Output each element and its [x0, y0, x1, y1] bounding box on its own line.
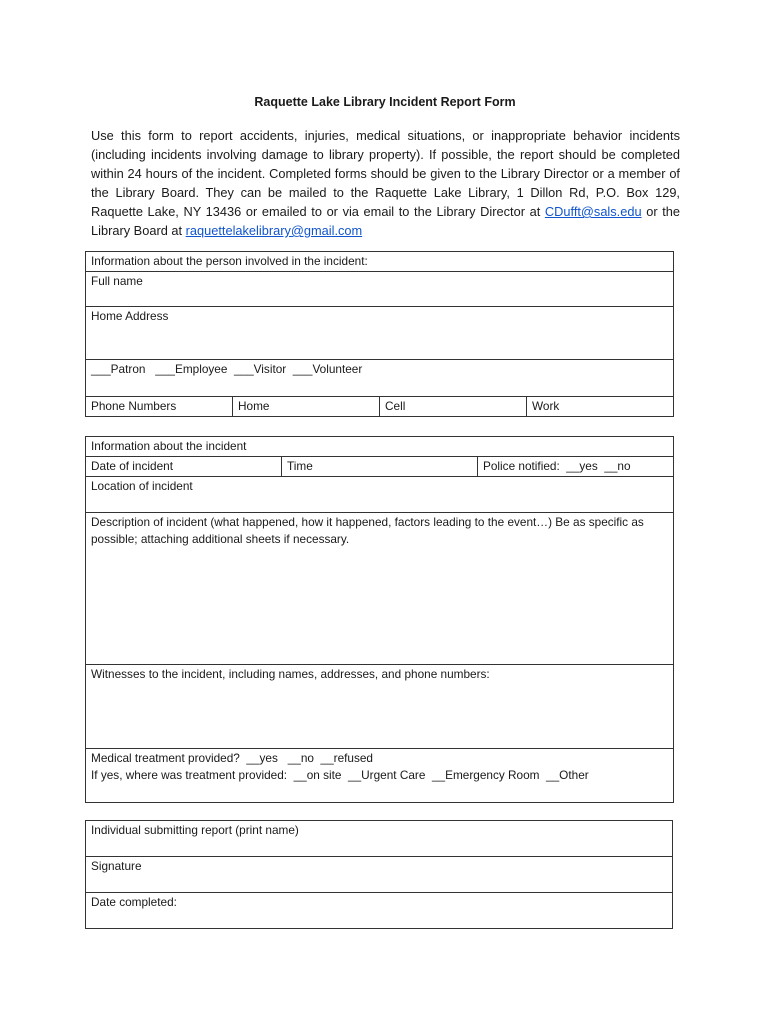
date-of-incident-field[interactable]: Date of incident [86, 457, 282, 477]
description-field[interactable]: Description of incident (what happened, how it happened, factors leading to the event…) Be as specific as possible; attaching additional sheets if necessary. [86, 513, 674, 665]
medical-treatment-line-1: Medical treatment provided? __yes __no __refused [91, 751, 373, 765]
incident-section-header: Information about the incident [86, 437, 674, 457]
intro-paragraph [91, 126, 680, 240]
intro-text: Use this form to report accidents, injuries, medical situations, or inappropriate behavior incidents (including incidents involving damage to library property). If possible, the report should be completed within 24 hours of the incident. Completed forms should be given to the Library Director or a member of the Library Board. They can be mailed to the Raquette Lake Library, 1 Dillon Rd, P.O. Box 129, Raquette Lake, NY 13436 or emailed to or via email to the Library Director at [91, 128, 680, 219]
submitter-table [85, 820, 673, 929]
date-completed-field[interactable]: Date completed: [86, 893, 673, 929]
full-name-field[interactable]: Full name [86, 272, 674, 307]
medical-treatment-field[interactable] [86, 749, 674, 803]
submitter-name-field[interactable]: Individual submitting report (print name) [86, 821, 673, 857]
board-email-link[interactable]: raquettelakelibrary@gmail.com [185, 223, 363, 238]
location-field[interactable]: Location of incident [86, 477, 674, 513]
witnesses-field[interactable]: Witnesses to the incident, including names, addresses, and phone numbers: [86, 665, 674, 749]
phone-work-field[interactable]: Work [527, 397, 674, 417]
person-info-table [85, 251, 674, 417]
phone-cell-field[interactable]: Cell [380, 397, 527, 417]
person-section-header: Information about the person involved in the incident: [86, 252, 674, 272]
medical-treatment-line-2: If yes, where was treatment provided: __on site __Urgent Care __Emergency Room __Other [91, 768, 589, 782]
police-notified-field[interactable]: Police notified: __yes __no [478, 457, 674, 477]
role-options[interactable]: ___Patron ___Employee ___Visitor ___Volunteer [86, 360, 674, 397]
signature-field[interactable]: Signature [86, 857, 673, 893]
page-title: Raquette Lake Library Incident Report Form [254, 95, 516, 109]
incident-info-table [85, 436, 674, 803]
time-field[interactable]: Time [282, 457, 478, 477]
home-address-field[interactable]: Home Address [86, 307, 674, 360]
director-email-link[interactable]: CDufft@sals.edu [544, 204, 642, 219]
phone-numbers-label: Phone Numbers [86, 397, 233, 417]
phone-home-field[interactable]: Home [233, 397, 380, 417]
intro-text-middle: or the Library Board at [91, 204, 680, 238]
